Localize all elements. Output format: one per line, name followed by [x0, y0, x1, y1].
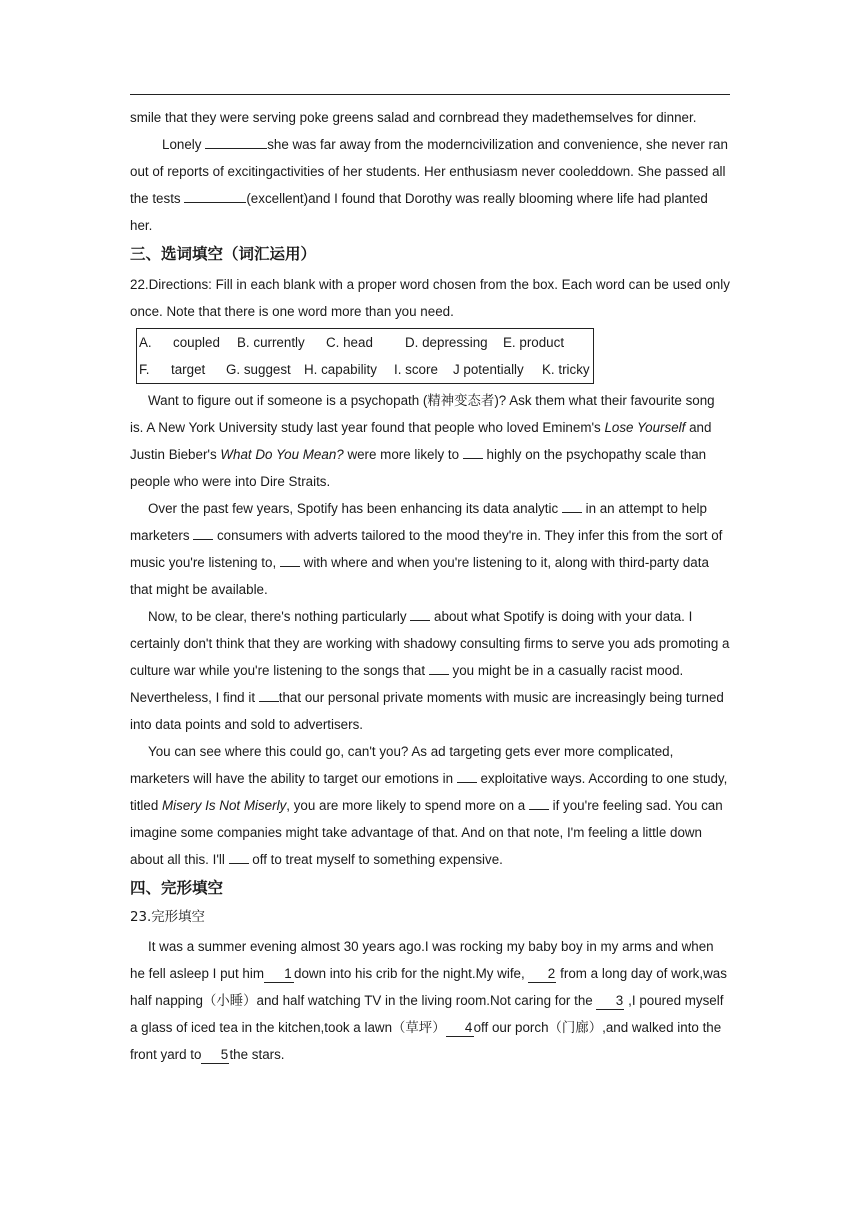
text: you might be in a casually racist mood. Nevertheless, I find it: [130, 663, 684, 705]
text: from a long day of work,was half napping（小睡）and half watching TV in the living room.Not caring for the: [130, 966, 727, 1008]
text: off to treat myself to something expensive.: [248, 852, 503, 867]
text: off our porch（门廊）,and walked into the front yard to: [130, 1020, 722, 1062]
text: that our personal private moments with music are increasingly being turned into data points and sold to advertisers.: [130, 690, 724, 732]
option: K. tricky: [542, 362, 590, 377]
cloze-blank-4[interactable]: 4: [446, 1020, 474, 1037]
option: I. score: [394, 362, 438, 377]
text: and Justin Bieber's: [130, 420, 712, 462]
option: coupled: [173, 335, 220, 350]
text: consumers with adverts tailored to the mood they're in. They infer this from the sort of music you're listening to,: [130, 528, 723, 570]
option: G. suggest: [226, 362, 291, 377]
fill-blank[interactable]: [205, 134, 267, 149]
fill-blank[interactable]: [529, 795, 549, 810]
text: down into his crib for the night.My wife,: [294, 966, 529, 981]
word-box-row-2: [137, 356, 593, 383]
header-rule: [130, 94, 730, 95]
paragraph-cloze: [130, 933, 730, 1068]
text: ,I poured myself a glass of iced tea in the kitchen,took a lawn（草坪）: [130, 993, 724, 1035]
cloze-blank-5[interactable]: 5: [201, 1047, 229, 1064]
fill-blank[interactable]: [184, 188, 246, 203]
paragraph-lonely: [130, 131, 730, 239]
song-title: Lose Yourself: [604, 420, 686, 435]
text: if you're feeling sad. You can imagine some companies might take advantage of that. And on that note, I'm feeling a little down about all this. I'll: [130, 798, 723, 867]
option: E. product: [503, 335, 565, 350]
text: highly on the psychopathy scale than people who were into Dire Straits.: [130, 447, 707, 489]
paragraph-data: [130, 603, 730, 738]
text: , you are more likely to spend more on a: [286, 798, 529, 813]
text: in an attempt to help marketers: [130, 501, 707, 543]
cloze-subtitle: 23.完形填空: [130, 910, 205, 925]
directions: 22.Directions: Fill in each blank with a proper word chosen from the box. Each word can be used only once. Note that there is one word more than you need.: [130, 277, 730, 319]
paragraph-targeting: [130, 738, 730, 873]
text: the stars.: [229, 1047, 285, 1062]
paragraph-spotify: [130, 495, 730, 603]
song-title: What Do You Mean?: [220, 447, 344, 462]
paragraph-continued: smile that they were serving poke greens salad and cornbread they madethemselves for dinner.: [130, 110, 697, 125]
text: You can see where this could go, can't you? As ad targeting gets ever more complicated, marketers will have the ability to target our emotions in: [130, 744, 674, 786]
section-4-title: 四、完形填空: [130, 879, 224, 897]
cloze-blank-3[interactable]: 3: [596, 993, 624, 1010]
fill-blank[interactable]: [229, 849, 249, 864]
text: exploitative ways. According to one study, titled: [130, 771, 728, 813]
option: D. depressing: [405, 335, 488, 350]
cloze-blank-2[interactable]: 2: [528, 966, 556, 983]
section-3-title: 三、选词填空（词汇运用）: [130, 245, 317, 263]
fill-blank[interactable]: [457, 768, 477, 783]
option: H. capability: [304, 362, 377, 377]
option: C. head: [326, 335, 373, 350]
fill-blank[interactable]: [463, 444, 483, 459]
study-title: Misery Is Not Miserly: [162, 798, 287, 813]
option-letter: A.: [139, 335, 152, 350]
word-box: [136, 328, 594, 384]
text: with where and when you're listening to it, along with third-party data that might be available.: [130, 555, 709, 597]
option: J potentially: [453, 362, 524, 377]
fill-blank[interactable]: [562, 498, 582, 513]
text: (excellent)and I found that Dorothy was really blooming where life had planted her.: [130, 191, 708, 233]
cloze-blank-1[interactable]: 1: [264, 966, 294, 983]
option: target: [171, 362, 206, 377]
fill-blank[interactable]: [410, 606, 430, 621]
text: It was a summer evening almost 30 years ago.I was rocking my baby boy in my arms and when he fell asleep I put him: [130, 939, 714, 981]
text: about what Spotify is doing with your data. I certainly don't think that they are working with shadowy consulting firms to serve you ads promoting a culture war while you're listening to the songs that: [130, 609, 730, 678]
paragraph-psychopath: [130, 387, 730, 495]
word-box-row-1: [137, 329, 593, 356]
text: Now, to be clear, there's nothing particularly: [148, 609, 411, 624]
option: B. currently: [237, 335, 305, 350]
option-letter: F.: [139, 362, 150, 377]
fill-blank[interactable]: [280, 552, 300, 567]
document-body: [130, 104, 730, 1068]
text: Want to figure out if someone is a psychopath (精神变态者)? Ask them what their favourite song is. A New York University study last year found that people who loved Eminem's: [130, 393, 715, 435]
text: Over the past few years, Spotify has been enhancing its data analytic: [148, 501, 562, 516]
text: she was far away from the moderncivilization and convenience, she never ran out of reports of excitingactivities of her students. Her enthusiasm never cooleddown. She passed all the tests: [130, 137, 728, 206]
fill-blank[interactable]: [259, 687, 279, 702]
text: were more likely to: [343, 447, 463, 462]
text: Lonely: [162, 137, 206, 152]
fill-blank[interactable]: [193, 525, 213, 540]
fill-blank[interactable]: [429, 660, 449, 675]
